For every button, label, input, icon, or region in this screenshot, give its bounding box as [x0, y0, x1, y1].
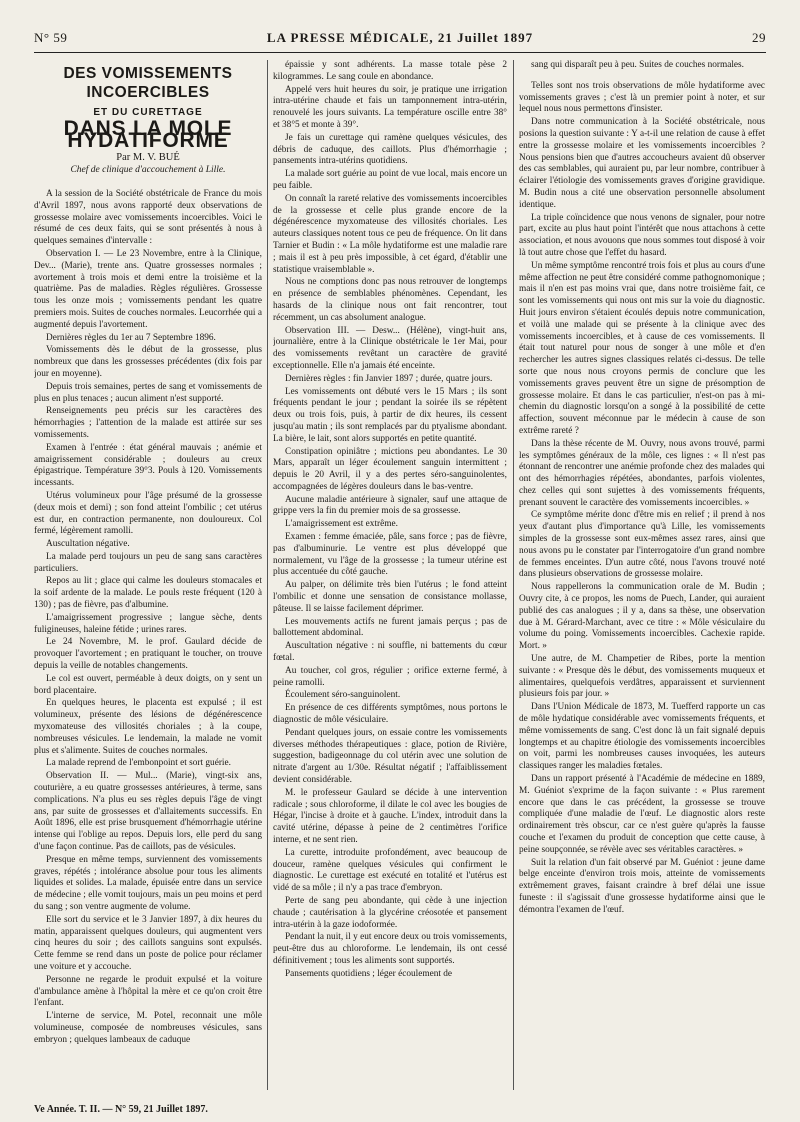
- column-1-body: [34, 189, 262, 1047]
- paragraph: Elle sort du service et le 3 Janvier 1897, à dix heures du matin, apparaissent quelques douleurs, qui augmentent vers cinq heures du soir ; des caillots sanguins sont expulsés. Cette femme se rend dans un poste de police pour réclamer une voiture et y accouche.: [34, 914, 262, 972]
- paragraph: sang qui disparaît peu à peu. Suites de couches normales.: [531, 60, 744, 70]
- paragraph: Vomissements dès le début de la grossesse, plus nombreux que dans les grossesses précédentes (dix fois par jour en moyenne).: [34, 345, 262, 379]
- paragraph: Auscultation négative.: [46, 539, 130, 550]
- article-title-line2: ET DU CURETTAGE: [93, 107, 203, 118]
- paragraph: Dans la thèse récente de M. Ouvry, nous avons trouvé, parmi les symptômes généraux de la môle, ces lignes : « Il n'est pas étonnant de rencontrer une anémie profonde chez des malades qui ont des hémorrhagies répétées, abondantes, parfois violentes, chez celles qui sont sujettes à des vomissements fréquents, prenant souvent le caractère des vomissements incoercibles. »: [519, 438, 765, 508]
- paragraph: Dans notre communication à la Société obstétricale, nous posions la question suivante : Y a-t-il une relation de cause à effet entre la grossesse molaire et les vomissements incoercibles ? Nous pensions bien que d'autres accoucheurs avaient dû observer des cas semblables, qui auraient pu, par leur nombre, contribuer à éclairer l'étiologie des vomissements graves d'origine gravidique. M. Budin nous a cité une observation personnelle absolument identique.: [519, 117, 765, 210]
- paragraph: En présence de ces différents symptômes, nous portons le diagnostic de môle vésiculaire.: [273, 703, 507, 726]
- paragraph: Nous rappellerons la communication orale de M. Budin ; Ouvry cite, à ce propos, les noms de Puech, Lander, qui auraient publié des cas analogues ; il y a, dans sa thèse, une observation due à M. Gérard-Marchant, avec ce titre : « Môle vésiculaire du volume du poing. Vomissements incoercibles. Cachexie rapide. Mort. »: [519, 582, 765, 652]
- paragraph: Constipation opiniâtre ; mictions peu abondantes. Le 30 Mars, apparaît un léger écoulement sanguin intermittent ; depuis le 20 Avril, il y a des pertes séro-sanguinolentes, accompagnées de légères douleurs dans le bas-ventre.: [273, 446, 507, 492]
- issue-number: N° 59: [34, 30, 68, 45]
- paragraph: Un même symptôme rencontré trois fois et plus au cours d'une même affection ne peut être considéré comme pathognomonique ; mais il n'en est pas moins vrai que, dans notre troisième fait, ce sont les vomissements qui nous ont mis sur la voie du diagnostic. Huit jours environ s'étaient écoulés depuis notre communication, et voilà une malade qui se présente à la clinique avec des vomissements incoercibles, et à cause de ces vomissements. Il était tout naturel pour nous de songer à une môle et d'en rechercher les autres signes classiques relatés ci-dessus. De telle sorte que nous nous croyons permis de conclure que les vomissements graves peuvent être un signe de présomption de grossesse molaire. Et dans le cas particulier, n'est-on pas à mi-chemin du diagnostic lorsqu'on a songé à la possibilité de cette affection, souvent méconnue par le médecin à cause de son extrême rareté ?: [519, 260, 765, 436]
- page-number: 29: [752, 30, 766, 45]
- paragraph: En quelques heures, le placenta est expulsé ; il est volumineux, présente des lésions de dégénérescence myxomateuse des villosités choriales ; à la coupe, nombreuses vésicules. Le lendemain, la malade ne vomit plus et s'alimente. Suites de couches normales.: [34, 698, 262, 756]
- paragraph: Appelé vers huit heures du soir, je pratique une irrigation intra-utérine chaude et fais un tamponnement intra-utérin, renouvelé les jours suivants. La température oscille entre 38° et 38°5 et monte à 39°.: [273, 84, 507, 130]
- paragraph: Perte de sang peu abondante, qui cède à une injection chaude ; cautérisation à la glycérine créosotée et pansement intra-utérin à la gaze iodoformée.: [273, 895, 507, 930]
- paragraph: L'amaigrissement progressive ; langue sèche, dents fuligineuses, haleine fétide ; urines rares.: [34, 612, 262, 635]
- paragraph: Personne ne regarde le produit expulsé et la voiture d'ambulance amène à l'hôpital la mère et ce qu'on croit être l'enfant.: [34, 974, 262, 1009]
- paragraph: Écoulement séro-sanguinolent.: [285, 690, 401, 701]
- paragraph: A la session de la Société obstétricale de France du mois d'Avril 1897, nous avons rapporté deux observations de grossesse molaire avec vomissements incoercibles. Voici le résumé de ces deux faits, qui se sont présentés à nous à quelques semaines d'intervalle :: [34, 188, 262, 247]
- paragraph: Repos au lit ; glace qui calme les douleurs stomacales et la soif ardente de la malade. Le pouls reste fréquent (120 à 130) ; pas de fièvre, pas d'albumine.: [34, 576, 262, 611]
- paragraph: Aucune maladie antérieure à signaler, sauf une attaque de grippe vers la fin du premier mois de sa grossesse.: [273, 494, 507, 517]
- page-footer: Ve Année. T. II. — N° 59, 21 Juillet 1897.: [34, 1104, 208, 1115]
- paragraph: Examen à l'entrée : état général mauvais ; anémie et amaigrissement considérable ; douleurs au creux épigastrique. Température 39°3. Pouls à 120. Vomissements incessants.: [34, 442, 262, 489]
- column-2-body: [273, 60, 507, 981]
- paragraph: La curette, introduite profondément, avec beaucoup de douceur, ramène quelques vésicules qui confirment le diagnostic. Le curettage est exécuté en totalité et l'utérus est vidé de sa môle ; il n'y a pas trace d'embryon.: [273, 847, 507, 894]
- paragraph: Presque en même temps, surviennent des vomissements graves, répétés ; intolérance absolue pour tous les aliments liquides et solides. La malade, épuisée entre dans un service de médecine ; elle vomit toujours, mais un peu moins et perd du sang ; son ventre augmente de volume.: [34, 854, 262, 912]
- paragraph: Pendant la nuit, il y eut encore deux ou trois vomissements, peut-être dus au chloroforme. Le lendemain, ils ont cessé définitivement ; tous les aliments sont supportés.: [273, 932, 507, 966]
- paragraph: épaissie y sont adhérents. La masse totale pèse 2 kilogrammes. Le sang coule en abondance.: [273, 60, 507, 82]
- column-3-body: [519, 60, 765, 917]
- paragraph: Au toucher, col gros, régulier ; orifice externe fermé, à peine ramolli.: [273, 665, 507, 688]
- paragraph: Depuis trois semaines, pertes de sang et vomissements de plus en plus tenaces ; aucun aliment n'est supporté.: [34, 381, 262, 404]
- paragraph: Les vomissements ont débuté vers le 15 Mars ; ils sont fréquents pendant le jour ; pendant la soirée ils se répètent deux ou trois fois, puis, à partir de dix heures, ils cessent jusqu'au matin ; ils sont remplacés par du ptyalisme abondant. La bière, le lait, sont alors supportés en petite quantité.: [273, 386, 507, 444]
- paragraph: Au palper, on délimite très bien l'utérus ; le fond atteint l'ombilic et donne une sensation de consistance mollasse, pâteuse. Il se laisse facilement déprimer.: [273, 580, 507, 614]
- author-affiliation: Chef de clinique d'accouchement à Lille.: [70, 165, 226, 176]
- paragraph: On connaît la rareté relative des vomissements incoercibles de la grossesse et celle plus grande encore de la dégénérescence myxomateuse des villosités choriales. Les auteurs classiques notent tous ce peu de fréquence. On lit dans Tarnier et Budin : « La môle hydatiforme est une maladie rare ; mais il est à peu près impossible, à cet égard, d'établir une statistique vraisemblable ».: [273, 193, 507, 275]
- paragraph: Observation II. — Mul... (Marie), vingt-six ans, couturière, a eu quatre grossesses antérieures, à terme, sans complications. N'a plus eu ses règles depuis l'âge de vingt ans, par suite de grossesses et d'allaitements successifs. En Août 1896, elle est prise brusquement d'hémorrhagie utérine intense qui l'oblige au repos. Depuis lors, elle perd du sang d'une façon continue. Pas de caillots, pas de vésicules.: [34, 771, 262, 853]
- column-3: [519, 60, 765, 1100]
- column-separator: [267, 60, 268, 1090]
- paragraph: Nous ne comptions donc pas nous retrouver de longtemps en présence de semblables phénomènes. Cependant, les hasards de la clinique nous ont fait rencontrer, tout récemment, un cas absolument analogue.: [273, 277, 507, 323]
- paragraph: La malade sort guérie au point de vue local, mais encore un peu faible.: [273, 169, 507, 191]
- paragraph: Dans un rapport présenté à l'Académie de médecine en 1889, M. Guéniot s'exprime de la façon suivante : « Plus rarement encore que dans le cas précédent, la grossesse se trouve compliquée d'une maladie de l'œuf. Le diagnostic alors reste ordinairement très obscur, car ce n'est guère qu'après la fausse couche et l'examen du produit de conception que cette cause, à peine soupçonnée, se révèle avec ses véritables caractères. »: [519, 774, 765, 855]
- paragraph: Le col est ouvert, perméable à deux doigts, on y sent un bord placentaire.: [34, 673, 262, 696]
- article-title-line1: DES VOMISSEMENTS INCOERCIBLES: [63, 65, 233, 101]
- paragraph: Pansements quotidiens ; léger écoulement de: [285, 968, 453, 979]
- column-separator: [513, 60, 514, 1090]
- column-1: [34, 60, 262, 1100]
- paragraph: Observation I. — Le 23 Novembre, entre à la Clinique, Dev... (Marie), trente ans. Quatre grossesses normales ; avortement à trois mois et demi entre la troisième et la quatrième. Pas de maladies. Règles régulières. Grossesse tous les onze mois ; vomissements pendant les quatre premiers mois. Suites de couches normales. Leucorrhée qui a augmenté depuis l'avortement.: [34, 248, 262, 330]
- paragraph: Auscultation négative : ni souffle, ni battements du cœur fœtal.: [273, 641, 507, 664]
- paragraph: M. le professeur Gaulard se décide à une intervention radicale ; sous chloroforme, il dilate le col avec les bougies de Hégar, l'incise à droite et à gauche. L'index, introduit dans la cavité utérine, dépasse à peine de 2 centimètres l'orifice interne, et ne sent rien.: [273, 787, 507, 845]
- column-2: [273, 60, 507, 1100]
- paragraph: La triple coïncidence que nous venons de signaler, pour notre part, excite au plus haut point l'intérêt que nous attachons à cette association, et nous avouons que nous sommes tout disposé à voir là tout autre chose que l'effet du hasard.: [519, 212, 765, 258]
- paragraph: Observation III. — Desw... (Hélène), vingt-huit ans, journalière, entre à la Clinique obstétricale le 1er Mai, pour des vomissements revêtant un caractère de gravité exceptionnelle. Elle n'a jamais été enceinte.: [273, 325, 507, 371]
- paragraph: Dernières règles : fin Janvier 1897 ; durée, quatre jours.: [285, 373, 493, 384]
- journal-title: LA PRESSE MÉDICALE, 21 Juillet 1897: [266, 30, 534, 45]
- paragraph: Examen : femme émaciée, pâle, sans force ; pas de fièvre, pas d'albuminurie. Le ventre est plus développé que normalement, vu l'âge de la grossesse ; la tumeur utérine est plus accentuée du côté gauche.: [273, 532, 507, 578]
- header-rule: [34, 52, 766, 53]
- paragraph: Ce symptôme mérite donc d'être mis en relief ; il prend à nos yeux d'autant plus d'importance qu'à Lille, les vomissements simples de la grossesse sont eux-mêmes assez rares, ainsi que nous avons pu le constater par l'interrogatoire d'un grand nombre de femmes enceintes. D'un autre côté, nous l'avons trouvé noté dans plusieurs observations de grossesse molaire.: [519, 510, 765, 580]
- paragraph: Dans l'Union Médicale de 1873, M. Tuefferd rapporte un cas de môle hydatique considérable avec vomissements fréquents, et même vomissements de sang. C'est donc là un fait signalé depuis longtemps et au chapitre étiologie des vomissements incoercibles on voit, parmi les nombreuses causes invoquées, les auteurs classiques ranger les maladies fœtales.: [519, 702, 765, 772]
- paragraph: La malade reprend de l'embonpoint et sort guérie.: [46, 758, 231, 769]
- paragraph: Une autre, de M. Champetier de Ribes, porte la mention suivante : « Presque dès le début, des vomissements muqueux et alimentaires, quelquefois verdâtres, apparaissent et surviennent plusieurs fois par jour. »: [519, 654, 765, 700]
- article-title-line3: DANS LA MOLE HYDATIFORME: [63, 116, 233, 152]
- page-header: [34, 30, 766, 50]
- paragraph: Dernières règles du 1er au 7 Septembre 1896.: [46, 332, 216, 343]
- section-gap: [519, 73, 765, 81]
- paragraph: Utérus volumineux pour l'âge présumé de la grossesse (deux mois et demi) ; son fond atteint l'ombilic ; cet utérus est dur, en contraction permanente, non douloureux. Col fermé, légèrement ramolli.: [34, 490, 262, 537]
- article-author: Par M. V. BUÉ: [116, 152, 180, 164]
- paragraph: L'amaigrissement est extrême.: [285, 519, 398, 530]
- paragraph: L'interne de service, M. Potel, reconnait une môle volumineuse, composée de nombreuses vésicules, sans embryon ; quelques lambeaux de caduque: [34, 1011, 262, 1045]
- paragraph: La malade perd toujours un peu de sang sans caractères particuliers.: [34, 551, 262, 574]
- paragraph: Telles sont nos trois observations de môle hydatiforme avec vomissements graves ; c'est là un premier point à noter, et sur lequel nous nous permettons d'insister.: [519, 80, 765, 115]
- paragraph: Les mouvements actifs ne furent jamais perçus ; pas de ballottement abdominal.: [273, 616, 507, 639]
- paragraph: Suit la relation d'un fait observé par M. Guéniot : jeune dame belge enceinte d'environ trois mois, atteinte de vomissements extrêmement graves, faisant craindre à bref délai une issue funeste : il s'agissait d'une grossesse hydatiforme ainsi que le démontra l'examen de l'œuf.: [519, 857, 765, 915]
- paragraph: Pendant quelques jours, on essaie contre les vomissements diverses méthodes thérapeutiques : glace, potion de Rivière, suggestion, badigeonnage du col utérin avec une solution de nitrate d'argent au 1/30e. Résultat négatif ; l'affaiblissement devient considérable.: [273, 727, 507, 786]
- paragraph: Renseignements peu précis sur les caractères des hémorrhagies ; l'attention de la malade est attirée sur ses vomissements.: [34, 406, 262, 440]
- paragraph: Je fais un curettage qui ramène quelques vésicules, des débris de caduque, des caillots. Plus d'hémorrhagie ; pansements intra-utérins quotidiens.: [273, 132, 507, 167]
- paragraph: Le 24 Novembre, M. le prof. Gaulard décide de provoquer l'avortement ; en pratiquant le toucher, on trouve depuis la veille de notables changements.: [34, 637, 262, 672]
